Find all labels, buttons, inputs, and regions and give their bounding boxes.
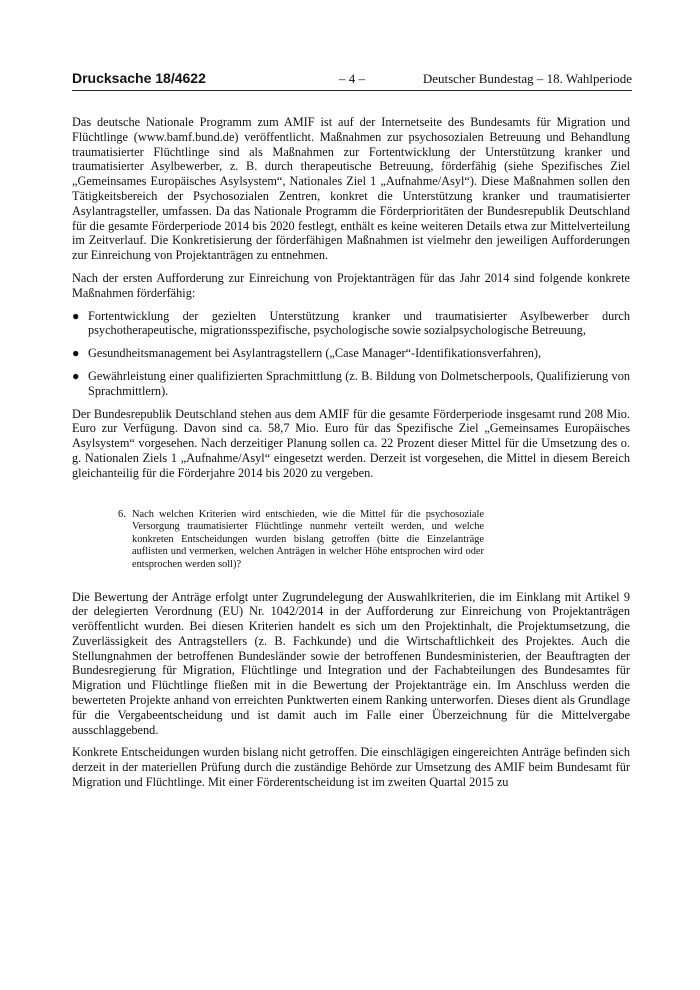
paragraph-evaluation: Die Bewertung der Anträge erfolgt unter Zugrundelegung der Auswahlkriterien, die im Einklang mit Artikel 9 der delegierten Verordnung (EU) Nr. 1042/2014 in der Aufforderung zur Einreichung von Projektanträgen veröffentlicht wurden. Bei diesen Kriterien handelt es sich um den Projektinhalt, die Projektumsetzung, die Zuverlässigkeit des Antragstellers (z. B. Fachkunde) und die Wirtschaftlichkeit des Projektes. Auch die Stellungnahmen der betroffenen Bundesländer sowie der betroffenen Bundesministerien, der Beauftragten der Bundesregierung für Migration, Flüchtlinge und Integration und der Fachabteilungen des Bundesamtes für Migration und Flüchtlinge fließen mit in die Bewertung der Projektanträge ein. Im Anschluss werden die bewerteten Projekte anhand von erreichten Punktwerten einem Ranking unterworfen. Dieses dient als Grundlage für die Vergabeentscheidung und ist damit auch im Falle einer Überzeichnung für die Mittelvergabe ausschlaggebend. (72, 589, 630, 737)
question-number: 6. (118, 508, 126, 520)
paragraph-program: Das deutsche Nationale Programm zum AMIF ist auf der Internetseite des Bundesamts für Migration und Flüchtlinge (www.bamf.bund.de) veröffentlicht. Maßnahmen zur psychosozialen Betreuung und Behandlung traumatisierter Flüchtlinge sind als Maßnahmen zur Fortentwicklung der Unterstützung kranker und traumatisierter Asylbewerber, z. B. durch therapeutische Betreuung, förderfähig (siehe Spezifisches Ziel „Gemeinsames Europäisches Asylsystem“, Nationales Ziel 1 „Aufnahme/Asyl“). Diese Maßnahmen sollen den Tätigkeitsbereich der Psychosozialen Zentren, konkret die Unterstützung kranker und traumatisierter Asylantragsteller, umfassen. Da das Nationale Programm die Förderprioritäten der Bundesrepublik Deutschland für die gesamte Förderperiode 2014 bis 2020 festlegt, enthält es keine weiteren Details etwa zur Mittelverteilung im Zeitverlauf. Die Konkretisierung der förderfähigen Maßnahmen ist vielmehr den jeweiligen Aufforderungen zur Einreichung von Projektanträgen zu entnehmen. (72, 115, 630, 263)
question-text: Nach welchen Kriterien wird entschieden, wie die Mittel für die psychosoziale Versorgung traumatisierter Flüchtlinge nunmehr verteilt werden, und welche konkreten Entscheidungen wurden bislang getroffen (bitte die Einzelanträge auflisten und vermerken, welchen Anträgen in welcher Höhe entsprochen wird oder entsprochen werden soll)? (132, 508, 484, 570)
list-item-text: Gesundheitsmanagement bei Asylantragstellern („Case Manager“-Identifikationsverfahren), (88, 346, 542, 361)
paragraph-decisions: Konkrete Entscheidungen wurden bislang nicht getroffen. Die einschlägigen eingereichten Anträge befinden sich derzeit in der materiellen Prüfung durch die zuständige Behörde zur Umsetzung des AMIF beim Bundesamt für Migration und Flüchtlinge. Mit einer Förderentscheidung ist im zweiten Quartal 2015 zu (72, 745, 630, 790)
page-number: – 4 – (339, 71, 365, 86)
measures-list (72, 309, 630, 399)
paragraph-funding: Der Bundesrepublik Deutschland stehen aus dem AMIF für die gesamte Förderperiode insgesamt rund 208 Mio. Euro zur Verfügung. Davon sind ca. 58,7 Mio. Euro für das Spezifische Ziel „Gemeinsames Europäisches Asylsystem“ vorgesehen. Nach derzeitiger Planung sollen ca. 22 Prozent dieser Mittel für die Umsetzung des o. g. Nationalen Ziels 1 „Aufnahme/Asyl“ eingesetzt werden. Derzeit ist vorgesehen, die Mittel in diesem Bereich gleichanteilig für die Förderjahre 2014 bis 2020 zu vergeben. (72, 406, 630, 480)
list-item (72, 346, 630, 361)
list-item-text: Fortentwicklung der gezielten Unterstützung kranker und traumatisierter Asylbewerber durch psychotherapeutische, migrationsspezifische, psychologische sowie sozialpsychologische Betreuung, (88, 308, 630, 338)
question-block (118, 509, 484, 572)
page-header (72, 70, 632, 91)
publisher: Deutscher Bundestag – 18. Wahlperiode (422, 71, 632, 86)
paragraph-first-call: Nach der ersten Aufforderung zur Einreichung von Projektanträgen für das Jahr 2014 sind folgende konkrete Maßnahmen förderfähig: (72, 270, 630, 300)
list-item-text: Gewährleistung einer qualifizierten Sprachmittlung (z. B. Bildung von Dolmetscherpools, Qualifizierung von Sprachmittlern). (88, 368, 630, 398)
bullet-icon: ● (72, 308, 80, 323)
list-item (72, 309, 630, 339)
document-body (72, 115, 630, 798)
bullet-icon: ● (72, 346, 80, 361)
list-item (72, 369, 630, 399)
document-label-prefix: Drucksache 18/ (72, 70, 175, 86)
document-number: 4622 (174, 70, 206, 86)
bullet-icon: ● (72, 368, 80, 383)
